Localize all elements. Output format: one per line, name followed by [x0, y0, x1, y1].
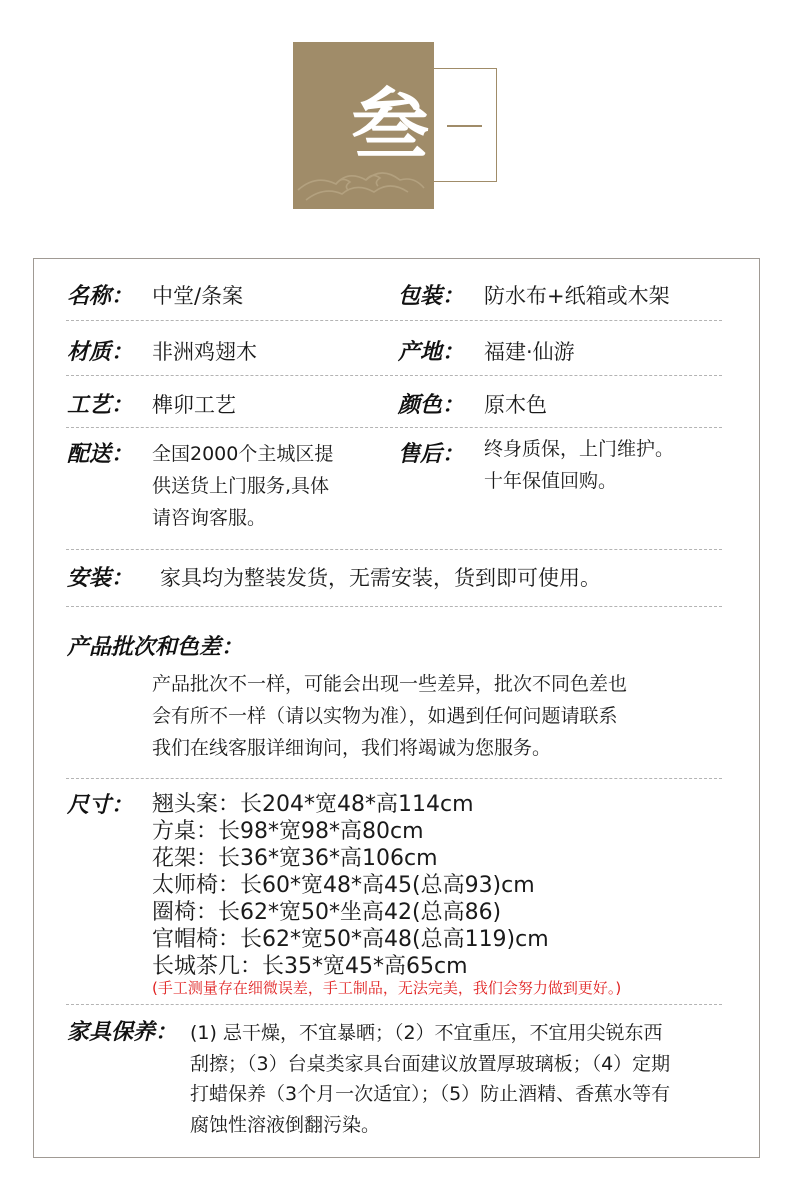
section-numeral: 叁 [350, 80, 429, 171]
craft-value: 榫卯工艺 [152, 393, 236, 417]
dotted-divider [66, 320, 722, 321]
size-item: 花架：长36*宽36*高106cm [152, 846, 438, 871]
after-sales-line: 终身质保，上门维护。 [484, 438, 675, 460]
batch-text [152, 668, 732, 764]
care-line: 打蜡保养（3个月一次适宜）；（5）防止酒精、香蕉水等有 [190, 1083, 671, 1105]
size-item: 翘头案：长204*宽48*高114cm [152, 792, 474, 817]
install-value: 家具均为整装发货，无需安装，货到即可使用。 [160, 566, 601, 590]
care-text [190, 1018, 750, 1140]
delivery-text [152, 438, 392, 534]
after-sales-line: 十年保值回购。 [484, 470, 618, 492]
delivery-line: 供送货上门服务,具体 [152, 475, 330, 497]
batch-line: 我们在线客服详细询问，我们将竭诚为您服务。 [152, 737, 552, 759]
size-item: 太师椅：长60*宽48*高45(总高93)cm [152, 873, 535, 898]
care-label: 家具保养： [67, 1019, 178, 1045]
dotted-divider [66, 549, 722, 550]
install-label: 安装： [67, 565, 134, 591]
material-value: 非洲鸡翅木 [152, 340, 257, 364]
size-item: 长城茶几：长35*宽45*高65cm [152, 954, 468, 979]
color-label: 颜色： [398, 392, 465, 418]
care-line: 刮擦；（3）台桌类家具台面建议放置厚玻璃板；（4）定期 [190, 1052, 671, 1075]
dotted-divider [66, 778, 722, 779]
name-label: 名称： [67, 283, 134, 309]
sizes-label: 尺寸： [67, 792, 134, 818]
origin-value: 福建·仙游 [484, 340, 575, 364]
after-sales-label: 售后： [398, 441, 465, 467]
size-item: 方桌：长98*宽98*高80cm [152, 819, 424, 844]
delivery-label: 配送： [67, 441, 134, 467]
dotted-divider [66, 375, 722, 376]
dotted-divider [66, 427, 722, 428]
craft-label: 工艺： [67, 392, 134, 418]
dotted-divider [66, 606, 722, 607]
size-item: 官帽椅：长62*宽50*高48(总高119)cm [152, 927, 549, 952]
packaging-label: 包装： [398, 283, 465, 309]
batch-line: 产品批次不一样，可能会出现一些差异，批次不同色差也 [152, 673, 628, 695]
name-value: 中堂/条案 [152, 284, 244, 308]
after-sales-text [484, 433, 734, 497]
dotted-divider [66, 1004, 722, 1005]
batch-label: 产品批次和色差： [67, 634, 244, 660]
header-dash [447, 125, 482, 127]
color-value: 原木色 [484, 393, 547, 417]
material-label: 材质： [67, 339, 134, 365]
origin-label: 产地： [398, 339, 465, 365]
size-item: 圈椅：长62*宽50*坐高42(总高86) [152, 900, 502, 925]
delivery-line: 请咨询客服。 [152, 507, 267, 529]
delivery-line: 全国2000个主城区提 [152, 443, 334, 465]
care-line: 腐蚀性溶液倒翻污染。 [190, 1113, 381, 1136]
measurement-note: (手工测量存在细微误差，手工制品，无法完美，我们会努力做到更好。) [152, 979, 622, 997]
batch-line: 会有所不一样（请以实物为准），如遇到任何问题请联系 [152, 705, 618, 727]
care-line: (1) 忌干燥，不宜暴晒；（2）不宜重压，不宜用尖锐东西 [190, 1022, 663, 1044]
packaging-value: 防水布+纸箱或木架 [484, 284, 670, 308]
